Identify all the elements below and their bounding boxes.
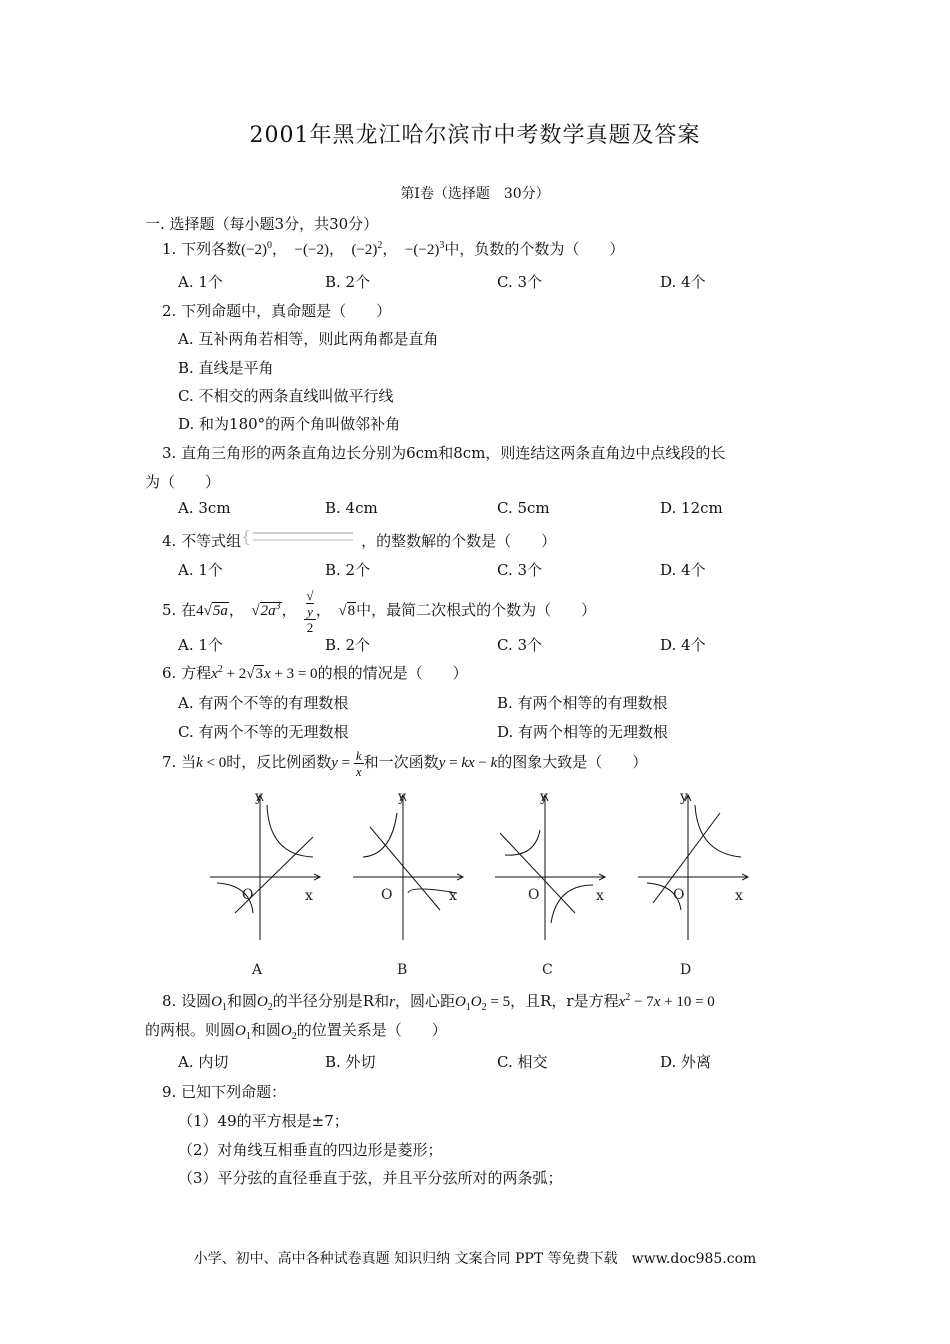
q8-t2: 和圆 (226, 992, 257, 1010)
q8-option-b[interactable]: B. 外切 (325, 1053, 376, 1071)
q7-a-y-label: y (255, 789, 263, 805)
q8-line1 (162, 990, 715, 1013)
q7-label-a: A (252, 962, 263, 978)
q6-pre: 6. 方程 (162, 664, 212, 682)
q1-stem (162, 238, 624, 259)
q7-c-origin: O (528, 887, 540, 903)
q6-option-c[interactable]: C. 有两个不等的无理数根 (178, 723, 349, 741)
q5-pre: 5. 在 (162, 600, 197, 619)
q2-option-b[interactable]: B. 直线是平角 (178, 359, 274, 377)
q7-label-b: B (397, 962, 408, 978)
q5-option-d[interactable]: D. 4个 (660, 636, 706, 654)
q7-graph-d[interactable] (638, 789, 748, 978)
q1-option-d[interactable]: D. 4个 (660, 273, 706, 291)
q7-cond: k (196, 754, 203, 771)
q8-t8: 的位置关系是（ ） (296, 1021, 447, 1039)
q5-option-c[interactable]: C. 3个 (497, 636, 543, 654)
q1-math: $(-2)^0$， −(−2)， $(-2)^2$， $-(-2)^3$ (241, 240, 445, 258)
q8-equation: $x^2 - 7x + 10 = 0$ (618, 992, 715, 1010)
q4-option-b[interactable]: B. 2个 (325, 561, 371, 579)
q4-option-c[interactable]: C. 3个 (497, 561, 543, 579)
q7-post: 的图象大致是（ ） (497, 752, 648, 771)
q3-option-d[interactable]: D. 12cm (660, 499, 723, 517)
q8-t6: 的两根。则圆 (145, 1021, 236, 1039)
q8-t7: 和圆 (250, 1021, 281, 1039)
q8-o1b: $O_1$ (235, 1023, 251, 1042)
q8-option-d[interactable]: D. 外离 (660, 1053, 712, 1071)
q1-option-b[interactable]: B. 2个 (325, 273, 371, 291)
q4-option-d[interactable]: D. 4个 (660, 561, 706, 579)
q2-option-c[interactable]: C. 不相交的两条直线叫做平行线 (178, 387, 394, 405)
q6-option-d[interactable]: D. 有两个相等的无理数根 (497, 723, 669, 741)
q8-option-c[interactable]: C. 相交 (497, 1053, 548, 1071)
q6-math: $x^2 + 2√3x + 3 = 0$ (211, 664, 318, 682)
q7-d-origin: O (673, 887, 685, 903)
q5-math: 4√5a， $√2a^3$， √ y 2 ， √8 (196, 588, 356, 635)
q7-c-x-label: x (596, 888, 604, 904)
q6-stem (162, 662, 468, 683)
q7-label-c: C (542, 962, 553, 978)
q7-c-y-label: y (540, 789, 548, 805)
q9-item-2: （2）对角线互相垂直的四边形是菱形； (178, 1141, 443, 1159)
q7-mid2: 和一次函数 (363, 752, 439, 771)
part1-heading: 一. 选择题（每小题3分，共30分） (145, 215, 379, 233)
q7-b-y-label: y (398, 789, 406, 805)
q7-b-x-label: x (449, 888, 457, 904)
q8-o2b: $O_2$ (280, 1023, 297, 1042)
q7-func2: y = kx − k (438, 754, 498, 771)
page-title: 2001年黑龙江哈尔滨市中考数学真题及答案 (249, 123, 701, 148)
q3-line2: 为（ ） (145, 473, 221, 491)
q8-t3: 的半径分别是R和 (272, 992, 390, 1010)
q1-pre: 1. 下列各数 (162, 240, 242, 258)
q4-system-placeholder (241, 528, 361, 550)
q8-option-a[interactable]: A. 内切 (178, 1053, 229, 1071)
svg-text:{: { (241, 528, 252, 546)
q1-option-c[interactable]: C. 3个 (497, 273, 543, 291)
q5-option-b[interactable]: B. 2个 (325, 636, 371, 654)
q7-d-y-label: y (680, 789, 688, 805)
q3-line1: 3. 直角三角形的两条直角边长分别为6cm和8cm，则连结这两条直角边中点线段的长 (162, 444, 726, 462)
q8-t4: ，圆心距 (394, 992, 455, 1010)
q3-option-b[interactable]: B. 4cm (325, 499, 378, 517)
q5-post: 中，最简二次根式的个数为（ ） (356, 600, 597, 619)
q6-option-a[interactable]: A. 有两个不等的有理数根 (178, 694, 349, 712)
q7-label-d: D (680, 962, 692, 978)
q7-a-origin: O (242, 887, 254, 903)
q3-option-c[interactable]: C. 5cm (497, 499, 550, 517)
q9-stem: 9. 已知下列命题： (162, 1083, 287, 1101)
q9-item-3: （3）平分弦的直径垂直于弦，并且平分弦所对的两条弧； (178, 1169, 563, 1187)
q7-func1: y = $\frac{k}{x}$ (331, 748, 362, 779)
page-footer: 小学、初中、高中各种试卷真题 知识归纳 文案合同 PPT 等免费下载 www.doc985.com (193, 1251, 757, 1267)
q1-post: 中，负数的个数为（ ） (444, 240, 625, 258)
q7-stem: 7. 当k < 0时，反比例函数y = $\frac{k}{x}$ 和一次函数y = kx − k的图象大致是（ ） (162, 748, 648, 779)
q7-a-x-label: x (305, 888, 313, 904)
q5-option-a[interactable]: A. 1个 (178, 636, 223, 654)
q2-option-d[interactable]: D. 和为180°的两个角叫做邻补角 (178, 415, 401, 433)
q2-option-a[interactable]: A. 互补两角若相等，则此两角都是直角 (178, 330, 439, 348)
q7-mid1: 时，反比例函数 (226, 752, 332, 771)
q4-stem (162, 528, 556, 551)
q8-o1: $O_1$ (211, 994, 227, 1013)
q6-option-b[interactable]: B. 有两个相等的有理数根 (497, 694, 668, 712)
q7-graph-a[interactable] (210, 789, 320, 978)
q9-item-1: （1）49的平方根是±7； (178, 1112, 349, 1130)
section-title: 第Ⅰ卷（选择题 30分） (400, 186, 550, 202)
q8-t5: ，且R，r是方程 (510, 992, 619, 1010)
q6-post: 的根的情况是（ ） (317, 664, 468, 682)
q7-pre: 7. 当 (162, 752, 197, 771)
q4-inequality-image (241, 528, 361, 546)
q7-graphs (195, 785, 765, 980)
q4-post: ，的整数解的个数是（ ） (361, 532, 557, 550)
q8-distance: $O_1O_2 = 5$ (454, 994, 511, 1013)
q7-d-x-label: x (735, 888, 743, 904)
q7-b-origin: O (381, 887, 393, 903)
q4-pre: 4. 不等式组 (162, 532, 242, 550)
q1-option-a[interactable]: A. 1个 (178, 273, 223, 291)
q8-r: r (389, 994, 395, 1010)
q2-stem: 2. 下列命题中，真命题是（ ） (162, 302, 392, 320)
q7-graph-c[interactable] (495, 789, 605, 978)
q8-line2 (145, 1019, 447, 1042)
q7-graph-b[interactable] (353, 789, 463, 978)
q5-stem (162, 588, 596, 635)
q3-option-a[interactable]: A. 3cm (178, 499, 231, 517)
q8-t1: 8. 设圆 (162, 992, 212, 1010)
q8-o2: $O_2$ (256, 994, 273, 1013)
q4-option-a[interactable]: A. 1个 (178, 561, 223, 579)
